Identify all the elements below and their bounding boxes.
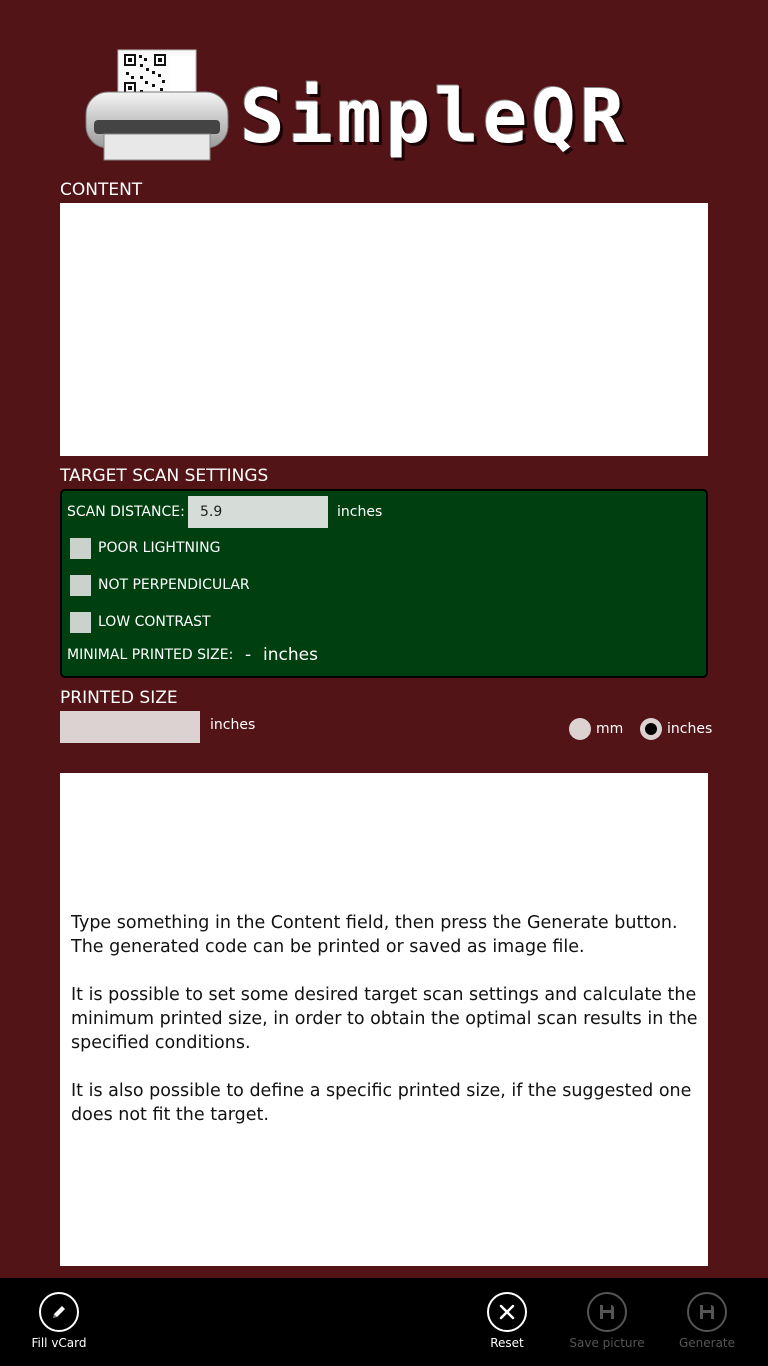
unit-option-mm[interactable] xyxy=(569,717,623,741)
save-picture-label: Save picture xyxy=(569,1336,645,1350)
instruction-paragraph: Type something in the Content field, then press the Generate button. The generated code can be printed or saved as image file. xyxy=(71,913,678,957)
poor-lightning-label: POOR LIGHTNING xyxy=(98,540,221,556)
mm-radio-label: mm xyxy=(596,721,624,737)
app-logo xyxy=(82,46,682,168)
inches-radio[interactable] xyxy=(640,718,662,740)
reset-label: Reset xyxy=(490,1336,524,1350)
reset-button[interactable] xyxy=(457,1292,557,1350)
not-perpendicular-label: NOT PERPENDICULAR xyxy=(98,577,250,593)
app-title: SimpleQR xyxy=(240,74,629,160)
instructions-text xyxy=(71,911,701,1151)
not-perpendicular-option[interactable] xyxy=(70,574,250,596)
minimal-size-unit: inches xyxy=(263,645,318,665)
printed-size-label: PRINTED SIZE xyxy=(60,688,178,708)
fill-vcard-button[interactable] xyxy=(9,1292,109,1350)
content-input[interactable] xyxy=(60,203,708,456)
low-contrast-option[interactable] xyxy=(70,611,211,633)
scan-settings-panel xyxy=(60,489,708,678)
generate-button[interactable] xyxy=(657,1292,757,1350)
minimal-size-value: - xyxy=(245,645,252,665)
save-picture-button[interactable] xyxy=(557,1292,657,1350)
scan-distance-unit: inches xyxy=(337,504,383,520)
printed-size-input[interactable] xyxy=(60,711,200,743)
content-label: CONTENT xyxy=(60,180,143,200)
app-bar xyxy=(0,1278,768,1366)
generate-label: Generate xyxy=(678,1336,736,1350)
poor-lightning-checkbox[interactable] xyxy=(70,538,91,559)
mm-radio[interactable] xyxy=(569,718,591,740)
scan-settings-label: TARGET SCAN SETTINGS xyxy=(60,466,269,486)
save-icon xyxy=(587,1292,627,1332)
inches-radio-label: inches xyxy=(667,721,713,737)
pencil-icon xyxy=(39,1292,79,1332)
low-contrast-label: LOW CONTRAST xyxy=(98,614,211,630)
scan-distance-label: SCAN DISTANCE: xyxy=(67,504,185,520)
unit-option-inches[interactable] xyxy=(640,717,712,741)
fill-vcard-label: Fill vCard xyxy=(31,1336,87,1350)
not-perpendicular-checkbox[interactable] xyxy=(70,575,91,596)
minimal-size-label: MINIMAL PRINTED SIZE: xyxy=(67,647,234,663)
printed-size-unit: inches xyxy=(210,717,256,733)
save-icon xyxy=(687,1292,727,1332)
printer-icon xyxy=(82,46,232,168)
low-contrast-checkbox[interactable] xyxy=(70,612,91,633)
close-icon xyxy=(487,1292,527,1332)
poor-lightning-option[interactable] xyxy=(70,537,220,559)
instruction-paragraph: It is also possible to define a specific printed size, if the suggested one does not fit the target. xyxy=(71,1081,692,1125)
qr-output-area xyxy=(60,773,708,1266)
instruction-paragraph: It is possible to set some desired target scan settings and calculate the minimum printed size, in order to obtain the optimal scan results in the specified conditions. xyxy=(71,985,698,1053)
scan-distance-input[interactable] xyxy=(188,496,328,528)
